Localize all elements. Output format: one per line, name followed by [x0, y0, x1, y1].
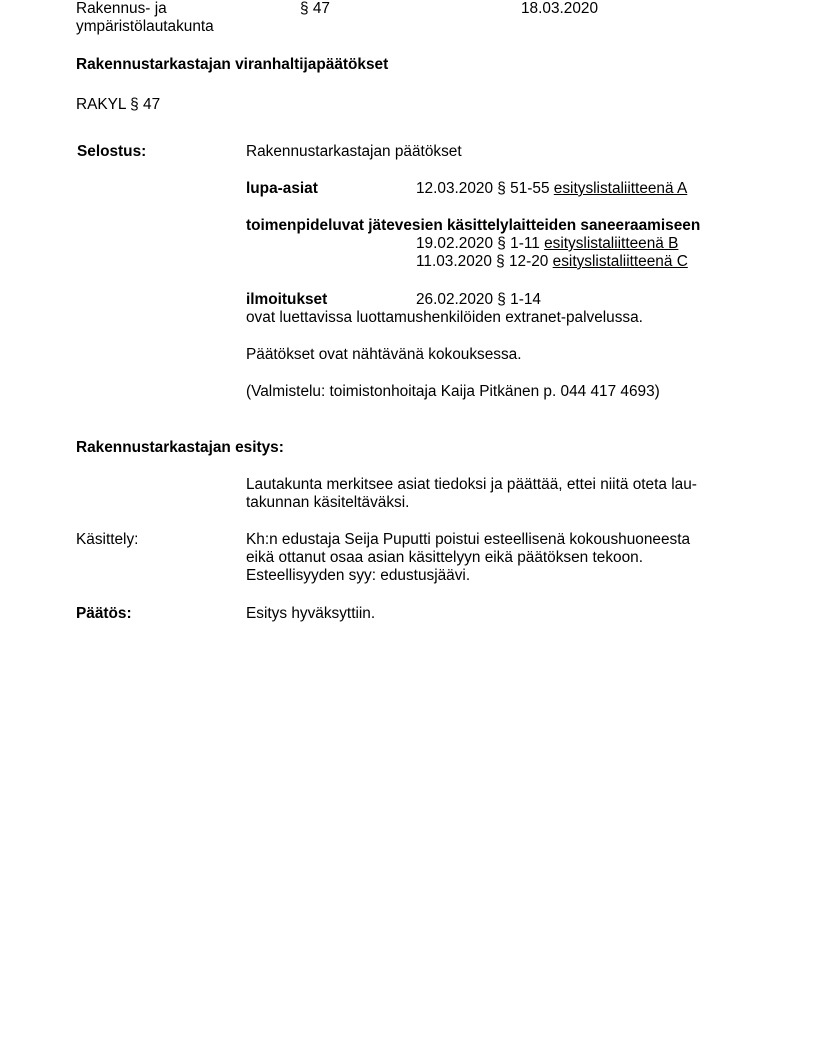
toimenpideluvat-entry-1 — [416, 235, 678, 253]
esitys-line-2: takunnan käsiteltäväksi. — [246, 494, 410, 511]
attachment-c-link[interactable]: esityslistaliitteenä C — [552, 253, 688, 270]
section-number: § 47 — [300, 0, 330, 17]
toimenpideluvat-text-2: 11.03.2020 § 12-20 — [416, 253, 549, 270]
lupa-asiat-label: lupa-asiat — [246, 180, 318, 197]
kasittely-line-1: Kh:n edustaja Seija Puputti poistui esteellisenä kokoushuoneesta — [246, 531, 691, 548]
lupa-asiat-entry — [416, 180, 687, 198]
ilmoitukset-label: ilmoitukset — [246, 291, 328, 308]
toimenpideluvat-label: toimenpideluvat jätevesien käsittelylaitteiden saneeraamiseen — [246, 217, 701, 234]
extranet-text: ovat luettavissa luottamushenkilöiden extranet-palvelussa. — [246, 309, 643, 326]
paatos-label: Päätös: — [76, 605, 132, 622]
ilmoitukset-text: 26.02.2020 § 1-14 — [416, 291, 541, 308]
toimenpideluvat-entry-2 — [416, 253, 688, 271]
lupa-asiat-text: 12.03.2020 § 51-55 — [416, 180, 550, 197]
kasittely-label: Käsittely: — [76, 531, 139, 548]
attachment-a-link[interactable]: esityslistaliitteenä A — [553, 180, 688, 197]
esitys-line-1: Lautakunta merkitsee asiat tiedoksi ja päättää, ettei niitä oteta lau- — [246, 476, 697, 493]
paatos-text: Esitys hyväksyttiin. — [246, 605, 376, 622]
meeting-date: 18.03.2020 — [521, 0, 599, 17]
committee-name-line2: ympäristölautakunta — [76, 18, 214, 35]
kasittely-line-3: Esteellisyyden syy: edustusjäävi. — [246, 567, 471, 584]
valmistelu-text: (Valmistelu: toimistonhoitaja Kaija Pitkänen p. 044 417 4693) — [246, 383, 660, 400]
nahtavana-text: Päätökset ovat nähtävänä kokouksessa. — [246, 346, 522, 363]
document-title: Rakennustarkastajan viranhaltijapäätökset — [76, 56, 389, 73]
attachment-b-link[interactable]: esityslistaliitteenä B — [544, 235, 679, 252]
esitys-label: Rakennustarkastajan esitys: — [76, 439, 284, 456]
kasittely-line-2: eikä ottanut osaa asian käsittelyyn eikä päätöksen tekoon. — [246, 549, 643, 566]
toimenpideluvat-text-1: 19.02.2020 § 1-11 — [416, 235, 540, 252]
selostus-label: Selostus: — [77, 143, 147, 160]
committee-name-line1: Rakennus- ja — [76, 0, 167, 17]
selostus-intro: Rakennustarkastajan päätökset — [246, 143, 462, 160]
reference: RAKYL § 47 — [76, 96, 161, 113]
